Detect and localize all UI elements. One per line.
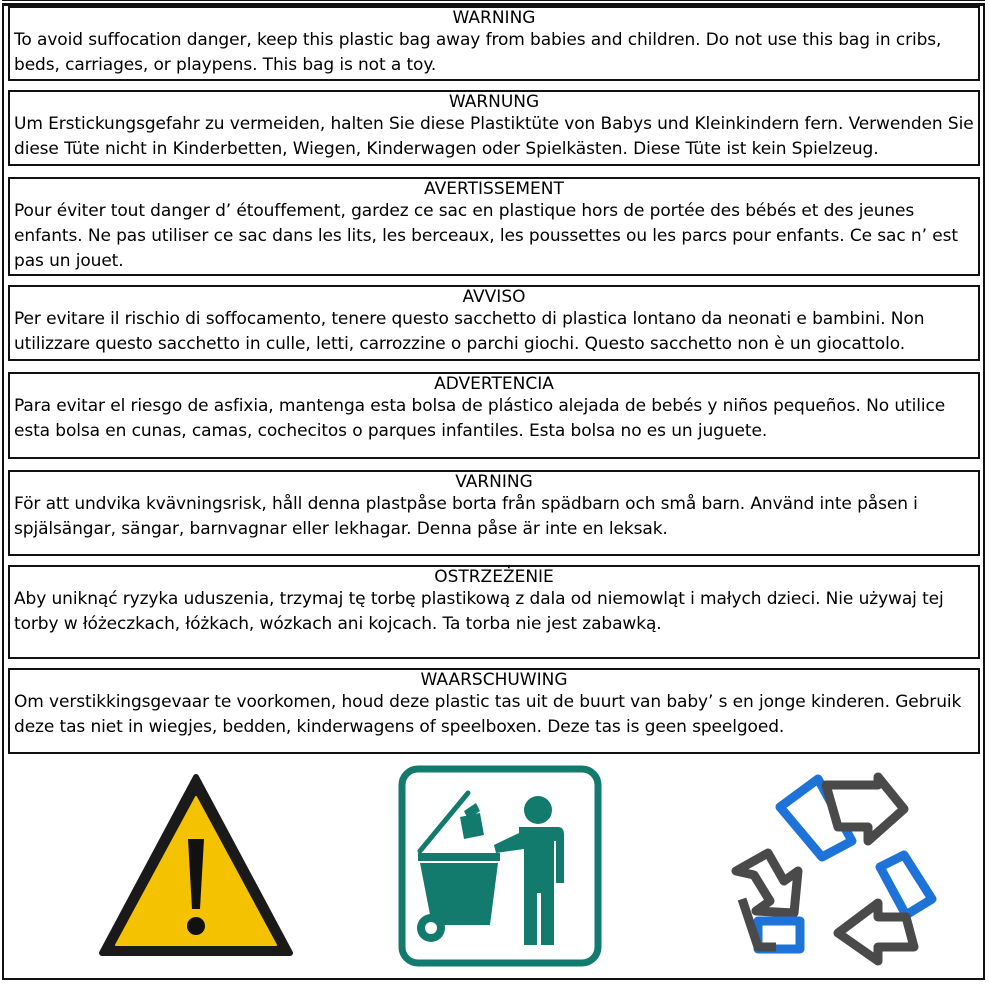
- section-title: OSTRZEŻENIE: [434, 567, 554, 587]
- warning-section-it: [8, 285, 980, 361]
- recycle-icon: [728, 771, 938, 971]
- section-title: AVERTISSEMENT: [424, 179, 564, 199]
- section-text: Para evitar el riesgo de asfixia, mantenga esta bolsa de plástico alejada de bebés y niños pequeños. No utilice esta bolsa en cunas, camas, cochecitos o parques infantiles. Esta bolsa no es un juguete.: [14, 396, 946, 441]
- symbol-row: [0, 755, 989, 980]
- dispose-in-bin-icon: [398, 765, 602, 967]
- section-text: Per evitare il rischio di soffocamento, tenere questo sacchetto di plastica lontano da neonati e bambini. Non utilizzare questo sacchetto in culle, letti, carrozzine o parchi giochi. Questo sacchetto non è un giocattolo.: [14, 309, 925, 354]
- section-text: Um Erstickungsgefahr zu vermeiden, halten Sie diese Plastiktüte von Babys und Kleinkindern fern. Verwenden Sie diese Tüte nicht in Kinderbetten, Wiegen, Kinderwagen oder Spielkästen. Diese Tüte ist kein Spielzeug.: [14, 114, 974, 159]
- warning-section-fr: [8, 177, 980, 276]
- section-title: VARNING: [455, 472, 533, 492]
- section-title: WAARSCHUWING: [420, 670, 568, 690]
- warning-triangle-icon: [96, 769, 296, 959]
- section-title: AVVISO: [462, 287, 526, 307]
- warning-section-es: [8, 372, 980, 459]
- warning-section-de: [8, 90, 980, 166]
- section-text: Om verstikkingsgevaar te voorkomen, houd deze plastic tas uit de buurt van baby’ s en jonge kinderen. Gebruik deze tas niet in wiegjes, bedden, kinderwagens of speelboxen. Deze tas is geen speelgoed.: [14, 692, 962, 737]
- warning-section-pl: [8, 565, 980, 659]
- section-title: ADVERTENCIA: [434, 374, 554, 394]
- warning-section-en: [8, 6, 980, 81]
- section-title: WARNING: [452, 8, 536, 28]
- warning-section-sv: [8, 470, 980, 556]
- section-text: Pour éviter tout danger d’ étouffement, gardez ce sac en plastique hors de portée des bébés et des jeunes enfants. Ne pas utiliser ce sac dans les lits, les berceaux, les poussettes ou les parcs pour enfants. Ce sac n’ est pas un jouet.: [14, 201, 958, 271]
- section-text: För att undvika kvävningsrisk, håll denna plastpåse borta från spädbarn och små barn. Använd inte påsen i spjälsängar, sängar, barnvagnar eller lekhagar. Denna påse är inte en leksak.: [14, 494, 918, 539]
- warning-section-nl: [8, 668, 980, 754]
- section-text: To avoid suffocation danger, keep this plastic bag away from babies and children. Do not use this bag in cribs, beds, carriages, or playpens. This bag is not a toy.: [14, 30, 942, 75]
- section-title: WARNUNG: [448, 92, 540, 112]
- section-text: Aby uniknąć ryzyka uduszenia, trzymaj tę torbę plastikową z dala od niemowląt i małych dzieci. Nie używaj tej torby w łóżeczkach, łóżkach, wózkach ani kojcach. Ta torba nie jest zabawką.: [14, 589, 944, 634]
